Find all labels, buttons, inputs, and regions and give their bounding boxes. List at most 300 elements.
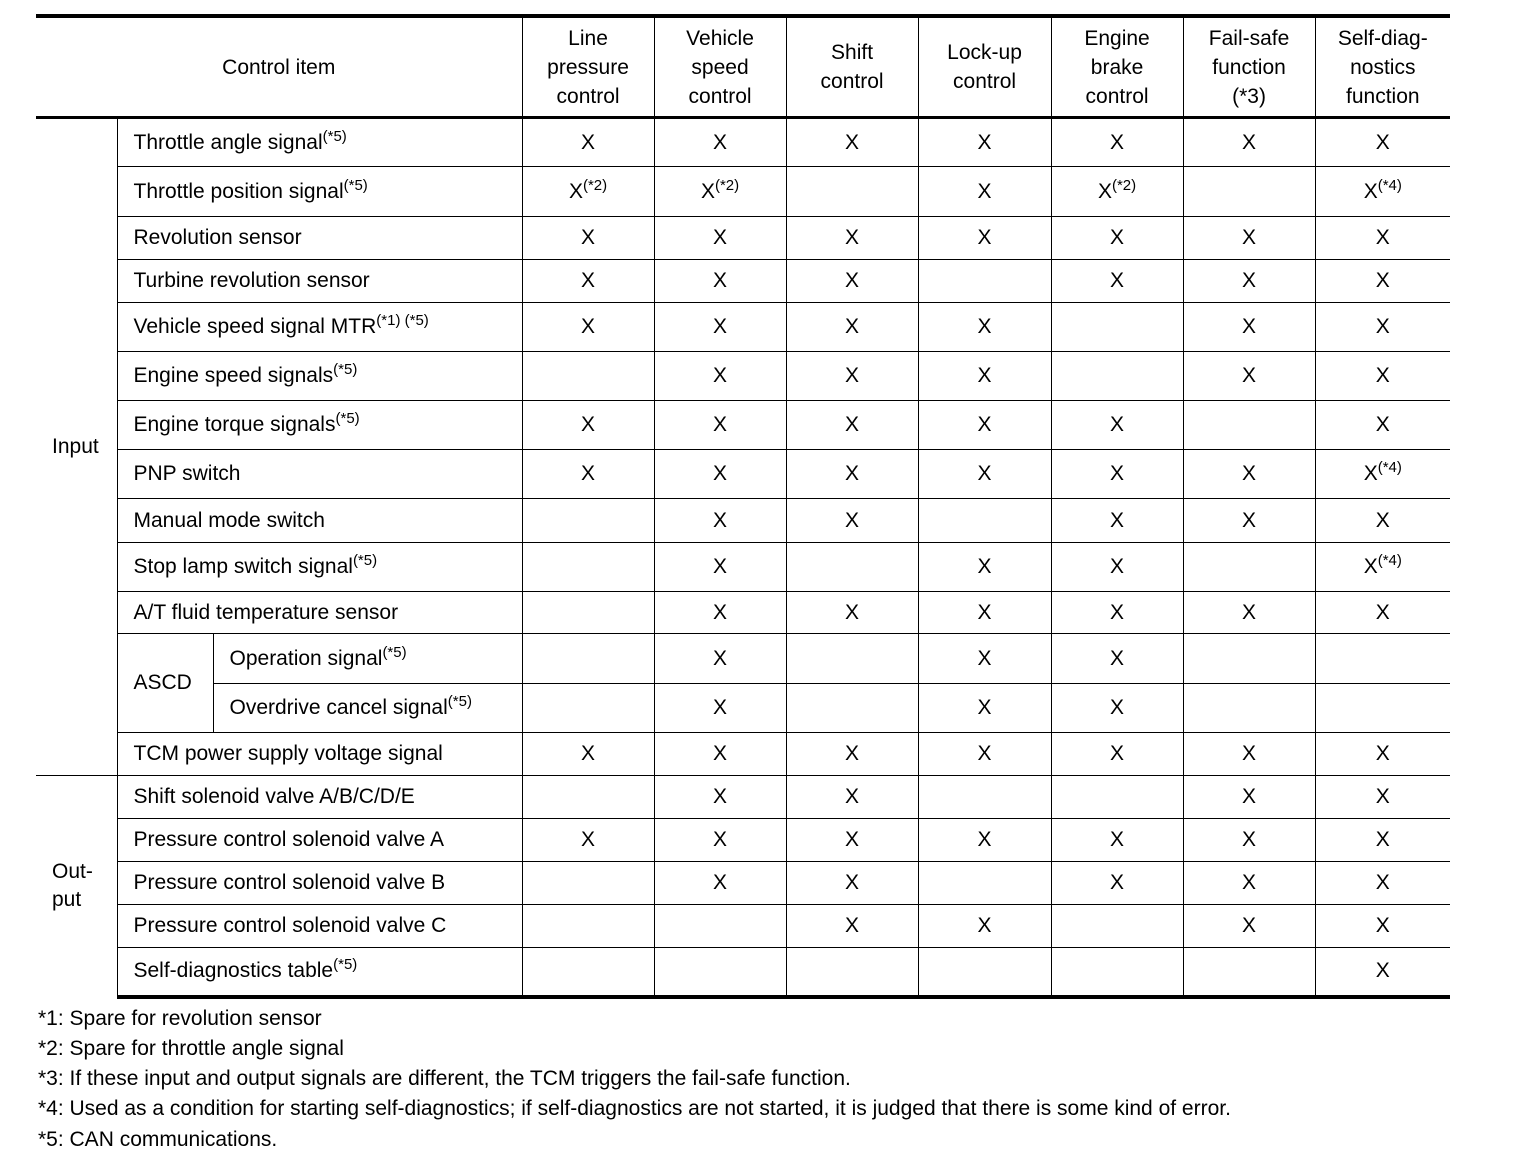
x-mark: X [713, 315, 728, 338]
mark-cell [1183, 303, 1315, 352]
x-mark: X [1375, 959, 1390, 983]
x-mark: X [713, 600, 728, 624]
mark-cell [1183, 352, 1315, 401]
footnote: *3: If these input and output signals are different, the TCM triggers the fail-safe function. [38, 1067, 851, 1091]
mark-cell [918, 634, 1051, 684]
header-line: Engine [1084, 26, 1150, 50]
x-mark: X [845, 364, 860, 387]
header-line: Shift [831, 41, 874, 64]
header-line: function [1346, 84, 1420, 108]
mark-cell [1183, 905, 1315, 948]
mark-cell [1315, 905, 1450, 948]
table-row [36, 499, 1450, 543]
header-column [1051, 16, 1183, 118]
header-line: Vehicle [686, 26, 754, 50]
x-mark: X [977, 646, 992, 670]
mark-cell [918, 352, 1051, 401]
mark-cell [522, 401, 654, 450]
mark-cell [654, 733, 786, 776]
mark-cell [1051, 776, 1183, 819]
row-label [213, 684, 522, 733]
x-mark: X [581, 462, 596, 485]
x-mark: X [845, 600, 860, 624]
row-label [117, 303, 522, 352]
row-label-text: Shift solenoid valve A/B/C/D/E [133, 785, 415, 808]
row-label-text: Manual mode switch [133, 508, 325, 532]
table-row [36, 634, 1450, 684]
x-mark: X [1375, 269, 1390, 292]
mark-cell [786, 118, 918, 167]
row-label [117, 733, 522, 776]
mark-cell [522, 819, 654, 862]
mark-cell [1315, 776, 1450, 819]
mark-cell [1315, 819, 1450, 862]
mark-cell [1183, 948, 1315, 997]
x-mark: X [1242, 508, 1257, 532]
mark-cell [786, 401, 918, 450]
mark-cell [786, 862, 918, 905]
mark-cell [1183, 167, 1315, 217]
x-mark: X [1097, 179, 1112, 203]
mark-cell [1183, 862, 1315, 905]
mark-cell [1183, 543, 1315, 592]
mark-cell [786, 905, 918, 948]
x-mark: X [1242, 315, 1257, 338]
x-mark: X [1242, 226, 1257, 249]
x-mark: X [568, 179, 583, 203]
mark-cell [1315, 260, 1450, 303]
x-mark: X [1242, 600, 1257, 624]
header-line: control [953, 70, 1017, 93]
mark-cell [1315, 948, 1450, 997]
mark-cell [1315, 499, 1450, 543]
mark-cell [786, 592, 918, 634]
x-mark: X [713, 269, 728, 292]
mark-cell [1315, 217, 1450, 260]
row-label [117, 543, 522, 592]
x-mark: X [977, 179, 992, 203]
table-row [36, 819, 1450, 862]
row-label-text: Overdrive cancel signal [229, 696, 448, 719]
table-row [36, 167, 1450, 217]
table-row [36, 450, 1450, 499]
x-mark: X [1375, 364, 1390, 387]
mark-cell [918, 776, 1051, 819]
x-mark: X [1375, 785, 1390, 808]
mark-cell [1051, 543, 1183, 592]
mark-cell [1183, 634, 1315, 684]
control-table-container [36, 14, 1450, 1155]
mark-cell [1315, 450, 1450, 499]
x-mark: X [1110, 130, 1125, 154]
x-mark: X [977, 914, 992, 937]
x-mark: X [1375, 742, 1390, 765]
x-mark: X [845, 828, 860, 851]
mark-cell [786, 450, 918, 499]
header-column [654, 16, 786, 118]
table-row [36, 905, 1450, 948]
footnote-ref: (*5) [333, 956, 358, 974]
x-mark: X [1375, 130, 1390, 154]
mark-cell [1051, 352, 1183, 401]
x-mark: X [977, 130, 992, 154]
x-mark: X [977, 364, 992, 387]
row-label [117, 592, 522, 634]
x-mark: X [700, 179, 715, 203]
x-mark: X [1242, 871, 1257, 894]
footnotes [36, 1004, 1450, 1155]
x-mark: X [977, 696, 992, 719]
x-mark: X [713, 364, 728, 387]
control-table [36, 14, 1450, 999]
header-line: Fail-safe [1208, 26, 1290, 50]
mark-cell [654, 303, 786, 352]
x-mark: X [581, 315, 596, 338]
x-mark: X [1375, 413, 1390, 436]
mark-cell [522, 167, 654, 217]
row-label-text: PNP switch [133, 462, 241, 485]
x-mark: X [1242, 785, 1257, 808]
mark-cell [1315, 862, 1450, 905]
table-row [36, 733, 1450, 776]
row-label [117, 118, 522, 167]
mark-cell [654, 776, 786, 819]
footnote-ref: (*5) [352, 552, 378, 569]
group-label-output [36, 776, 117, 997]
x-mark: X [977, 600, 992, 624]
x-mark: X [1110, 742, 1125, 765]
mark-cell [1315, 684, 1450, 733]
mark-cell [918, 684, 1051, 733]
x-mark: X [845, 130, 860, 154]
x-mark: X [713, 508, 728, 532]
header-control-item: Control item [36, 16, 522, 118]
mark-cell [522, 684, 654, 733]
mark-cell [786, 167, 918, 217]
header-line: control [556, 84, 620, 108]
group-label-input [36, 118, 117, 776]
x-mark: X [713, 871, 728, 894]
x-mark: X [1110, 413, 1125, 436]
footnote-ref: (*2) [714, 176, 740, 194]
x-mark: X [1375, 914, 1390, 937]
mark-cell [1183, 592, 1315, 634]
mark-cell [654, 948, 786, 997]
mark-cell [654, 260, 786, 303]
header-line: nostics [1350, 55, 1416, 79]
row-label-text: Stop lamp switch signal [133, 555, 353, 578]
header-line: Lock-up [947, 41, 1022, 64]
mark-cell [786, 499, 918, 543]
footnote-ref: (*1) (*5) [376, 312, 429, 329]
x-mark: X [845, 871, 860, 894]
mark-cell [1183, 684, 1315, 733]
table-row [36, 862, 1450, 905]
x-mark: X [845, 462, 860, 485]
mark-cell [522, 543, 654, 592]
mark-cell [1183, 819, 1315, 862]
table-row [36, 684, 1450, 733]
mark-cell [918, 118, 1051, 167]
mark-cell [654, 684, 786, 733]
mark-cell [522, 733, 654, 776]
mark-cell [654, 167, 786, 217]
mark-cell [522, 592, 654, 634]
header-line: control [688, 84, 752, 108]
x-mark: X [713, 555, 728, 578]
footnote: *4: Used as a condition for starting self-diagnostics; if self-diagnostics are not started, it is judged that there is some kind of error. [38, 1097, 1231, 1121]
x-mark: X [1375, 600, 1390, 624]
footnote: *2: Spare for throttle angle signal [38, 1036, 344, 1060]
x-mark: X [977, 555, 992, 578]
row-label [117, 948, 522, 997]
header-row [36, 16, 1450, 118]
x-mark: X [581, 413, 596, 436]
mark-cell [1183, 450, 1315, 499]
row-label [117, 217, 522, 260]
x-mark: X [1110, 828, 1125, 851]
x-mark: X [977, 828, 992, 851]
mark-cell [1051, 948, 1183, 997]
mark-cell [1051, 303, 1183, 352]
x-mark: X [1242, 364, 1257, 387]
mark-cell [1051, 862, 1183, 905]
mark-cell [1183, 217, 1315, 260]
mark-cell [786, 543, 918, 592]
mark-cell [1315, 352, 1450, 401]
x-mark: X [977, 226, 992, 249]
table-row [36, 303, 1450, 352]
mark-cell [1051, 634, 1183, 684]
mark-cell [918, 303, 1051, 352]
x-mark: X [1110, 226, 1125, 249]
x-mark: X [1375, 226, 1390, 249]
mark-cell [1051, 401, 1183, 450]
header-line: brake [1090, 55, 1144, 79]
x-mark: X [713, 785, 728, 808]
mark-cell [654, 450, 786, 499]
mark-cell [654, 217, 786, 260]
mark-cell [786, 303, 918, 352]
mark-cell [1183, 118, 1315, 167]
x-mark: X [1363, 179, 1378, 203]
mark-cell [1315, 303, 1450, 352]
x-mark: X [1110, 696, 1125, 719]
row-label-text: Pressure control solenoid valve A [133, 828, 444, 851]
mark-cell [522, 776, 654, 819]
x-mark: X [713, 130, 728, 154]
mark-cell [786, 217, 918, 260]
row-label [117, 450, 522, 499]
mark-cell [1315, 401, 1450, 450]
row-label-text: Operation signal [229, 646, 383, 670]
row-label-text: Vehicle speed signal MTR [133, 315, 377, 338]
mark-cell [1051, 733, 1183, 776]
x-mark: X [1110, 646, 1125, 670]
mark-cell [1051, 217, 1183, 260]
row-label-text: Engine torque signals [133, 413, 336, 436]
table-row [36, 948, 1450, 997]
x-mark: X [1110, 871, 1125, 894]
mark-cell [654, 905, 786, 948]
mark-cell [1051, 819, 1183, 862]
mark-cell [1051, 499, 1183, 543]
x-mark: X [845, 785, 860, 808]
mark-cell [654, 118, 786, 167]
footnote-ref: (*5) [343, 176, 368, 194]
mark-cell [918, 905, 1051, 948]
mark-cell [1315, 634, 1450, 684]
mark-cell [918, 948, 1051, 997]
footnote-ref: (*4) [1377, 552, 1402, 569]
header-column [918, 16, 1051, 118]
mark-cell [786, 948, 918, 997]
x-mark: X [977, 462, 992, 485]
x-mark: X [845, 226, 860, 249]
x-mark: X [581, 269, 596, 292]
mark-cell [918, 260, 1051, 303]
row-label [117, 862, 522, 905]
x-mark: X [845, 914, 860, 937]
x-mark: X [845, 413, 860, 436]
row-label-text: Engine speed signals [133, 364, 334, 387]
x-mark: X [581, 130, 596, 154]
x-mark: X [713, 226, 728, 249]
x-mark: X [845, 742, 860, 765]
row-label-text: Pressure control solenoid valve B [133, 871, 446, 894]
row-label [117, 776, 522, 819]
mark-cell [654, 352, 786, 401]
mark-cell [786, 776, 918, 819]
x-mark: X [1375, 508, 1390, 532]
x-mark: X [977, 315, 992, 338]
mark-cell [1183, 260, 1315, 303]
x-mark: X [1110, 555, 1125, 578]
footnote-ref: (*5) [335, 410, 360, 427]
mark-cell [654, 819, 786, 862]
footnote-ref: (*5) [322, 127, 347, 145]
x-mark: X [713, 462, 728, 485]
row-label-text: Self-diagnostics table [133, 959, 334, 983]
mark-cell [786, 634, 918, 684]
x-mark: X [1363, 462, 1378, 485]
mark-cell [1051, 450, 1183, 499]
header-line: Self-diag- [1337, 26, 1428, 50]
x-mark: X [1242, 269, 1257, 292]
group-label-line: Input [52, 435, 99, 458]
mark-cell [1051, 167, 1183, 217]
mark-cell [522, 303, 654, 352]
mark-cell [918, 543, 1051, 592]
footnote: *1: Spare for revolution sensor [38, 1006, 322, 1030]
table-body [36, 118, 1450, 997]
footnote-ref: (*5) [447, 693, 472, 710]
x-mark: X [1242, 462, 1257, 485]
mark-cell [522, 499, 654, 543]
mark-cell [786, 260, 918, 303]
mark-cell [918, 862, 1051, 905]
group-label-line: put [52, 888, 82, 912]
mark-cell [522, 905, 654, 948]
header-column [786, 16, 918, 118]
footnote-ref: (*2) [582, 176, 608, 194]
mark-cell [654, 499, 786, 543]
x-mark: X [1375, 315, 1390, 338]
header-column [1315, 16, 1450, 118]
row-label [117, 401, 522, 450]
x-mark: X [713, 742, 728, 765]
footnote-ref: (*5) [333, 361, 358, 378]
x-mark: X [1363, 555, 1378, 578]
x-mark: X [713, 696, 728, 719]
table-row [36, 352, 1450, 401]
mark-cell [1051, 260, 1183, 303]
mark-cell [522, 450, 654, 499]
footnote-ref: (*4) [1377, 459, 1402, 476]
mark-cell [654, 634, 786, 684]
row-label-text: Turbine revolution sensor [133, 269, 370, 292]
header-column [1183, 16, 1315, 118]
x-mark: X [1375, 828, 1390, 851]
ascd-group-label: ASCD [117, 634, 213, 733]
x-mark: X [977, 742, 992, 765]
mark-cell [654, 543, 786, 592]
x-mark: X [1242, 914, 1257, 937]
row-label [117, 499, 522, 543]
row-label [213, 634, 522, 684]
header-line: function [1212, 55, 1286, 79]
x-mark: X [845, 315, 860, 338]
row-label [117, 167, 522, 217]
mark-cell [654, 592, 786, 634]
table-row [36, 401, 1450, 450]
header-line: control [1085, 84, 1149, 108]
table-row [36, 776, 1450, 819]
mark-cell [1183, 776, 1315, 819]
mark-cell [522, 948, 654, 997]
mark-cell [1315, 733, 1450, 776]
x-mark: X [1110, 462, 1125, 485]
header-column [522, 16, 654, 118]
row-label-text: Revolution sensor [133, 226, 302, 249]
header-line: Line [568, 26, 608, 50]
header-line: control [820, 70, 884, 93]
row-label-text: Throttle position signal [133, 179, 344, 203]
mark-cell [1315, 543, 1450, 592]
mark-cell [918, 733, 1051, 776]
mark-cell [522, 862, 654, 905]
table-row [36, 592, 1450, 634]
mark-cell [786, 684, 918, 733]
mark-cell [522, 118, 654, 167]
x-mark: X [1110, 600, 1125, 624]
row-label-text: A/T fluid temperature sensor [133, 600, 399, 624]
mark-cell [1051, 592, 1183, 634]
mark-cell [918, 450, 1051, 499]
mark-cell [918, 217, 1051, 260]
mark-cell [1315, 118, 1450, 167]
mark-cell [522, 634, 654, 684]
mark-cell [1051, 684, 1183, 733]
mark-cell [1051, 905, 1183, 948]
mark-cell [1183, 401, 1315, 450]
x-mark: X [713, 413, 728, 436]
x-mark: X [1110, 269, 1125, 292]
x-mark: X [1375, 871, 1390, 894]
row-label [117, 819, 522, 862]
group-label-line: Out- [52, 860, 93, 884]
mark-cell [786, 352, 918, 401]
